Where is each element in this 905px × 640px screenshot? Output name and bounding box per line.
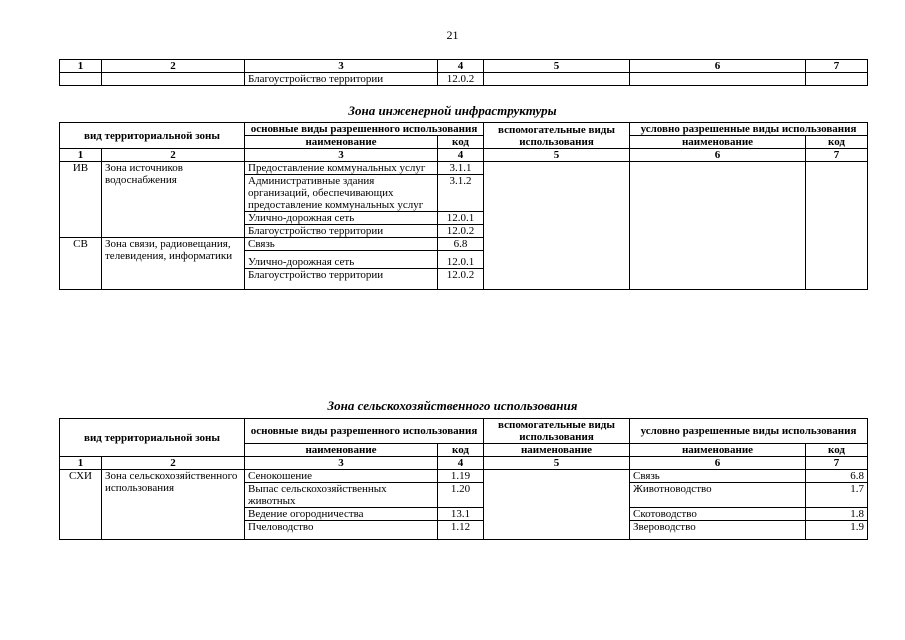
zone-table-agricultural [59, 418, 868, 540]
cond-use-code: 1.8 [806, 508, 868, 521]
cond-use-code-cell [806, 162, 868, 290]
col-number: 5 [484, 457, 630, 470]
col-number: 1 [60, 60, 102, 73]
cond-use-code: 6.8 [806, 470, 868, 483]
col-number: 5 [484, 149, 630, 162]
col-number: 3 [245, 457, 438, 470]
header-zone-type: вид территориальной зоны [60, 123, 245, 149]
cond-use-code: 1.9 [806, 521, 868, 540]
header-name: наименование [630, 136, 806, 149]
header-code: код [438, 136, 484, 149]
use-name: Пчеловодство [245, 521, 438, 540]
col-number: 4 [438, 60, 484, 73]
cell: Благоустройство территории [245, 73, 438, 86]
col-number: 5 [484, 60, 630, 73]
use-code: 1.19 [438, 470, 484, 483]
use-name: Административные здания организаций, обеспечивающих предоставление коммунальных услуг [245, 175, 438, 212]
use-name: Улично-дорожная сеть [245, 212, 438, 225]
zone-table-infrastructure [59, 122, 868, 290]
use-code: 12.0.2 [438, 269, 484, 290]
aux-uses-cell [484, 162, 630, 290]
header-code: код [806, 136, 868, 149]
header-code: код [806, 444, 868, 457]
numbers-row [60, 149, 868, 162]
zone-name: Зона сельскохозяйственного использования [102, 470, 245, 540]
use-code: 1.20 [438, 483, 484, 508]
top-table-numbers-row [60, 60, 868, 73]
header-name: наименование [484, 444, 630, 457]
col-number: 1 [60, 149, 102, 162]
col-number: 1 [60, 457, 102, 470]
col-number: 3 [245, 60, 438, 73]
col-number: 6 [630, 457, 806, 470]
use-code: 3.1.2 [438, 175, 484, 212]
cell: 12.0.2 [438, 73, 484, 86]
cond-use-code: 1.7 [806, 483, 868, 508]
use-name: Предоставление коммунальных услуг [245, 162, 438, 175]
use-name: Благоустройство территории [245, 269, 438, 290]
header-main-uses: основные виды разрешенного использования [245, 123, 484, 136]
cell [806, 73, 868, 86]
use-name: Благоустройство территории [245, 225, 438, 238]
col-number: 4 [438, 457, 484, 470]
header-zone-type: вид территориальной зоны [60, 419, 245, 457]
use-code: 6.8 [438, 238, 484, 251]
use-name: Ведение огородничества [245, 508, 438, 521]
zone-name: Зона источников водоснабжения [102, 162, 245, 238]
col-number: 2 [102, 457, 245, 470]
col-number: 6 [630, 60, 806, 73]
numbers-row [60, 457, 868, 470]
col-number: 6 [630, 149, 806, 162]
page-number: 21 [446, 28, 459, 42]
col-number: 7 [806, 457, 868, 470]
col-number: 7 [806, 60, 868, 73]
section-title: Зона сельскохозяйственного использования [327, 398, 578, 413]
cond-use-name: Животноводство [630, 483, 806, 508]
header-name: наименование [245, 136, 438, 149]
cell [60, 73, 102, 86]
table-row [60, 470, 868, 483]
use-code: 3.1.1 [438, 162, 484, 175]
use-code: 12.0.1 [438, 212, 484, 225]
use-code: 12.0.2 [438, 225, 484, 238]
zone-name: Зона связи, радиовещания, телевидения, информатики [102, 238, 245, 290]
header-conditional-uses: условно разрешенные виды использования [630, 419, 868, 444]
header-name: наименование [630, 444, 806, 457]
zone-code: СВ [60, 238, 102, 290]
use-code: 12.0.1 [438, 251, 484, 269]
use-code: 1.12 [438, 521, 484, 540]
cond-use-name: Звероводство [630, 521, 806, 540]
use-name: Сенокошение [245, 470, 438, 483]
use-name: Выпас сельскохозяйственных животных [245, 483, 438, 508]
cell [102, 73, 245, 86]
top-table [59, 59, 868, 86]
cond-use-name: Связь [630, 470, 806, 483]
header-code: код [438, 444, 484, 457]
use-name: Улично-дорожная сеть [245, 251, 438, 269]
header-aux-uses: вспомогательные виды использования [484, 419, 630, 444]
col-number: 2 [102, 60, 245, 73]
aux-uses-cell [484, 470, 630, 540]
header-conditional-uses: условно разрешенные виды использования [630, 123, 868, 136]
cond-use-name-cell [630, 162, 806, 290]
col-number: 7 [806, 149, 868, 162]
header-aux-uses: вспомогательные виды использования [484, 123, 630, 149]
cell [484, 73, 630, 86]
use-code: 13.1 [438, 508, 484, 521]
header-name: наименование [245, 444, 438, 457]
col-number: 3 [245, 149, 438, 162]
header-main-uses: основные виды разрешенного использования [245, 419, 484, 444]
table-row [60, 162, 868, 175]
col-number: 4 [438, 149, 484, 162]
zone-code: СХИ [60, 470, 102, 540]
col-number: 2 [102, 149, 245, 162]
cond-use-name: Скотоводство [630, 508, 806, 521]
table-row [60, 73, 868, 86]
section-title: Зона инженерной инфраструктуры [348, 103, 557, 118]
use-name: Связь [245, 238, 438, 251]
cell [630, 73, 806, 86]
zone-code: ИВ [60, 162, 102, 238]
